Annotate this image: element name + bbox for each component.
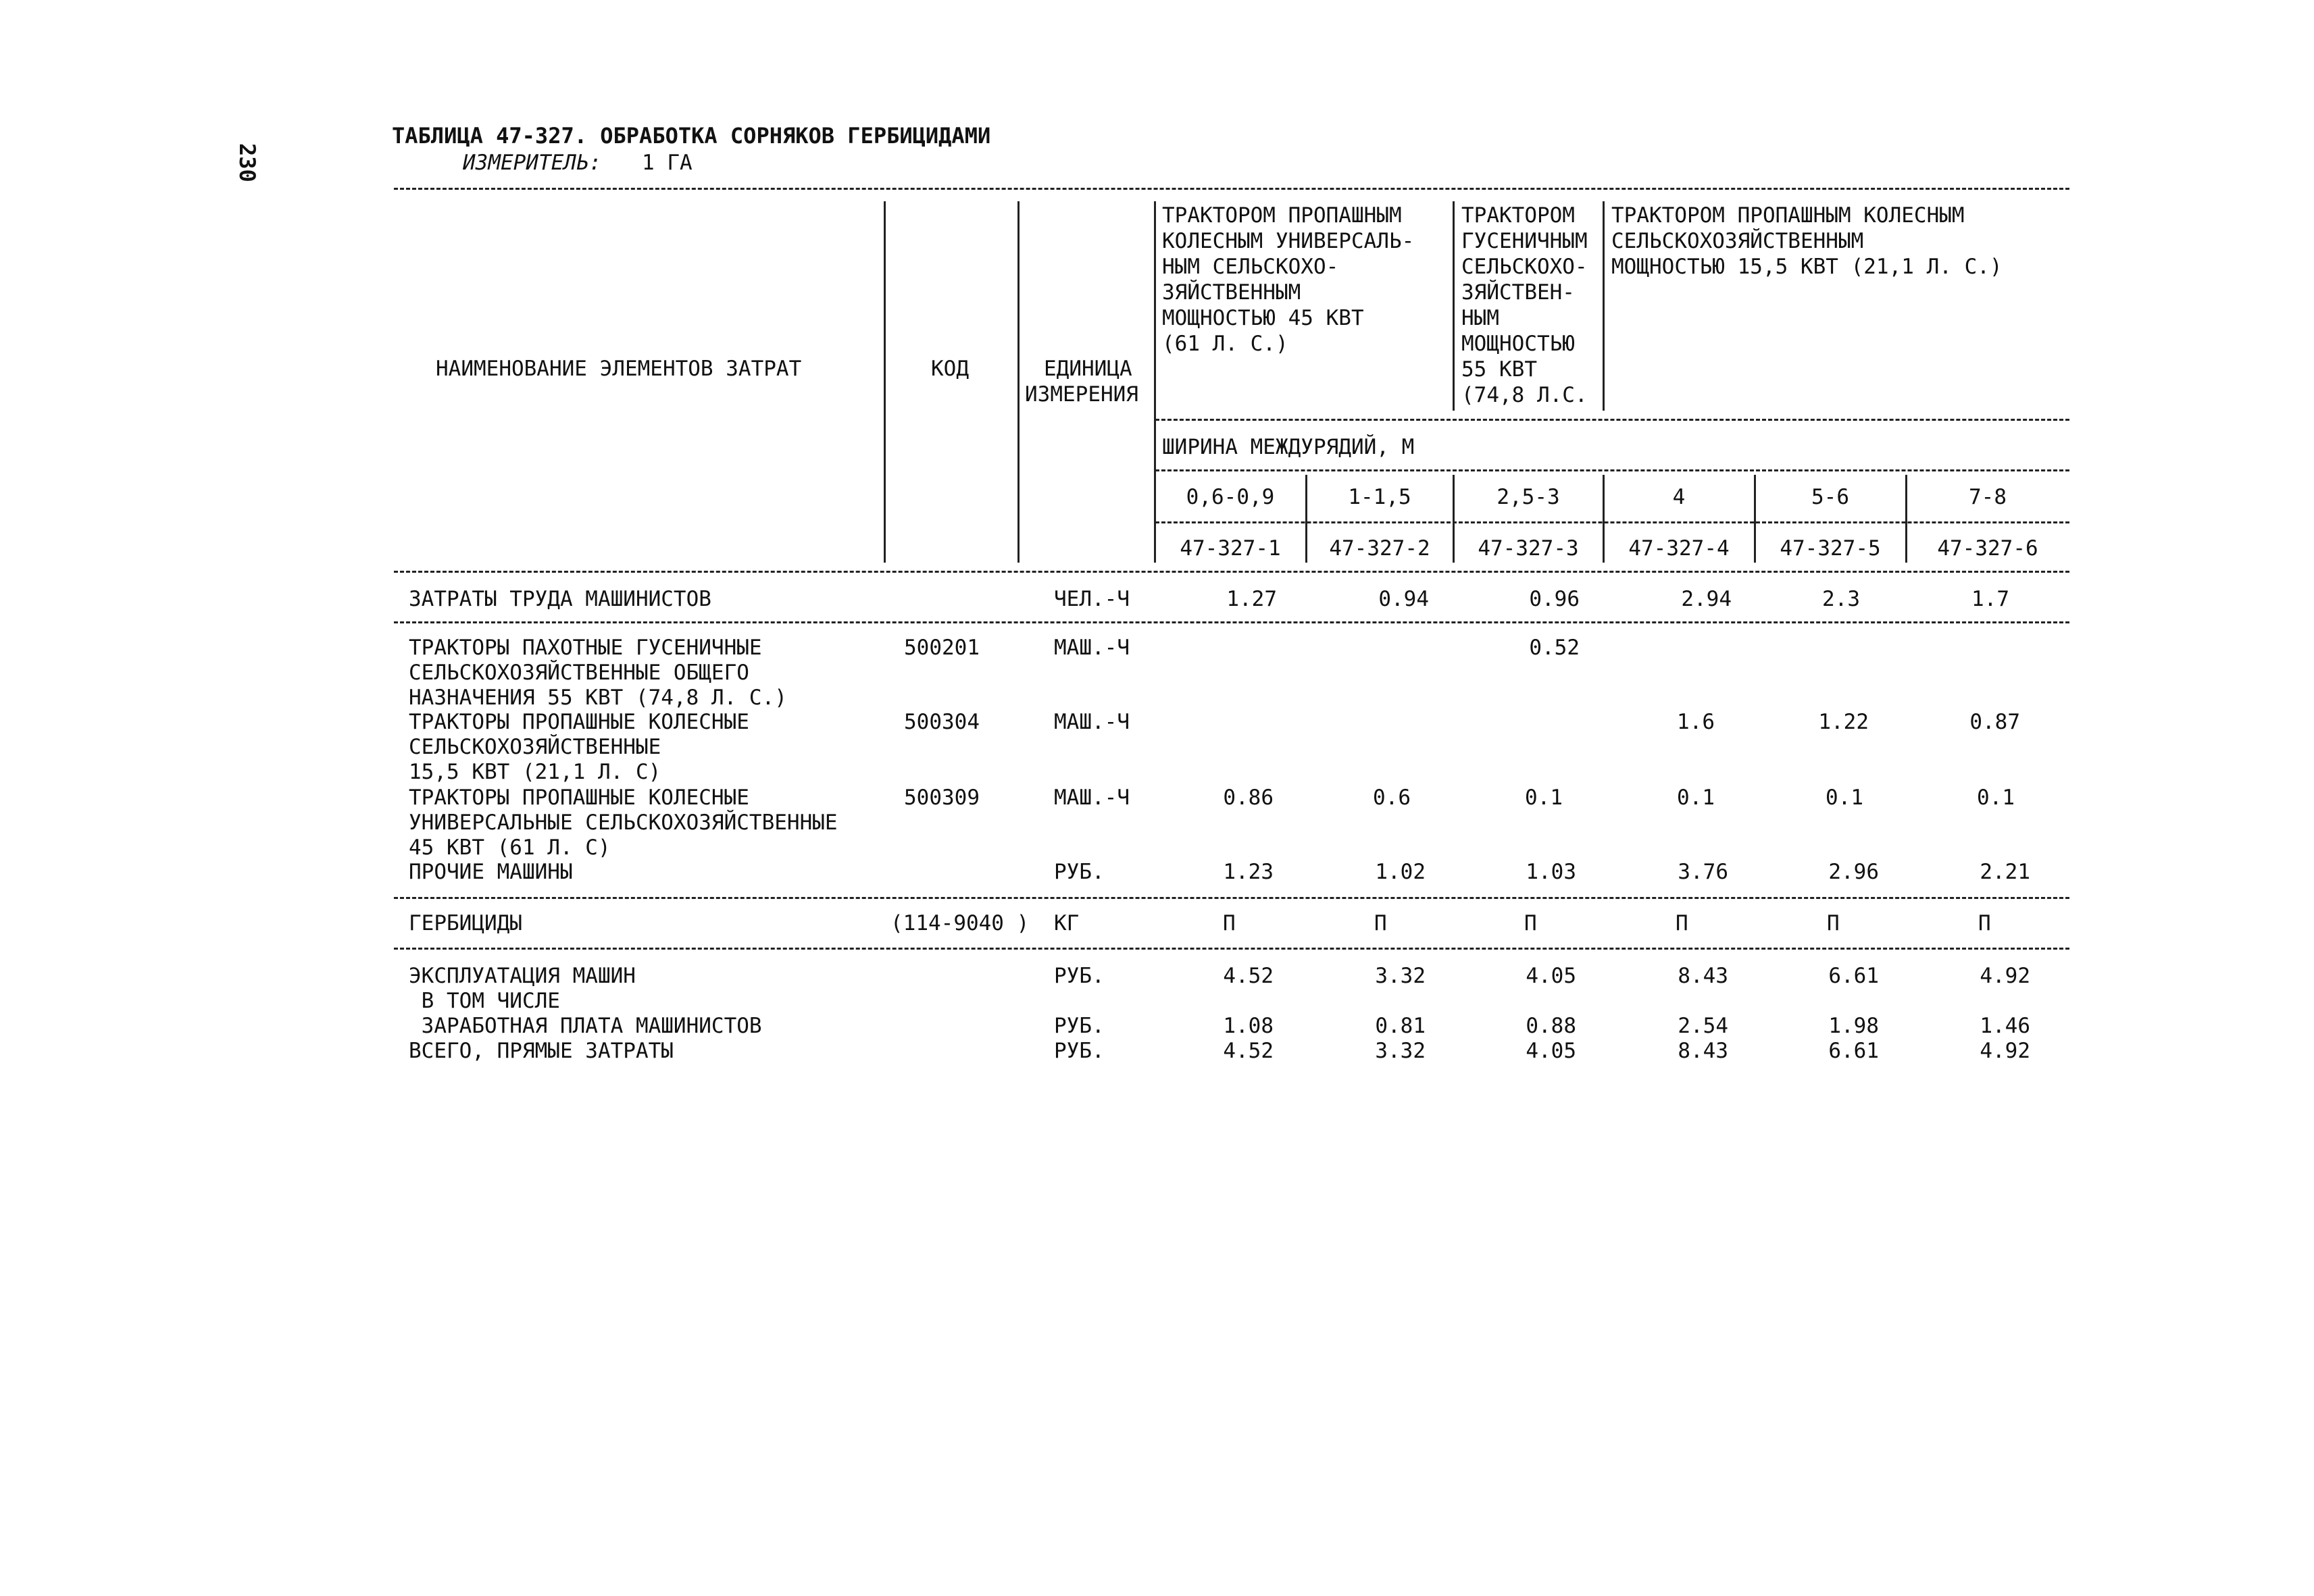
table-title: ТАБЛИЦА 47-327. ОБРАБОТКА СОРНЯКОВ ГЕРБИЦИДАМИ (392, 123, 991, 149)
header-unit-line2: ИЗМЕРЕНИЯ (1025, 382, 1138, 407)
group2-line: ГУСЕНИЧНЫМ (1461, 229, 1588, 253)
row-name: ГЕРБИЦИДЫ (409, 911, 522, 935)
group1-line: НЫМ СЕЛЬСКОХО- (1162, 255, 1339, 279)
row-name: В ТОМ ЧИСЛЕ (409, 989, 560, 1013)
row-unit: РУБ. (1054, 1039, 1105, 1063)
row-name: УНИВЕРСАЛЬНЫЕ СЕЛЬСКОХОЗЯЙСТВЕННЫЕ (409, 810, 838, 835)
rule-row1 (394, 621, 2069, 623)
width-value: 0,6-0,9 (1186, 485, 1275, 509)
row-value: 4.05 (1526, 1039, 1576, 1063)
group2-line: НЫМ (1461, 306, 1499, 330)
column-code: 47-327-1 (1180, 536, 1281, 561)
row-value: 0.81 (1375, 1014, 1426, 1038)
row-value: 1.08 (1223, 1014, 1274, 1038)
row-value: 2.54 (1678, 1014, 1728, 1038)
group3-line: СЕЛЬСКОХОЗЯЙСТВЕННЫМ (1611, 229, 1864, 253)
row-name: СЕЛЬСКОХОЗЯЙСТВЕННЫЕ ОБЩЕГО (409, 661, 749, 685)
row-name: ТРАКТОРЫ ПРОПАШНЫЕ КОЛЕСНЫЕ (409, 786, 749, 810)
row-value: 4.52 (1223, 964, 1274, 988)
row-value: 1.6 (1677, 710, 1715, 734)
group3-line: МОЩНОСТЬЮ 15,5 КВТ (21,1 Л. С.) (1611, 255, 2003, 279)
row-value: 0.88 (1526, 1014, 1576, 1038)
row-value: 0.1 (1826, 786, 1863, 810)
row-value: 3.32 (1375, 1039, 1426, 1063)
row-value: 4.52 (1223, 1039, 1274, 1063)
rule-header-sub1 (1155, 419, 2069, 421)
row-value: 2.21 (1980, 860, 2030, 884)
row-value: 1.7 (1971, 587, 2009, 611)
width-value: 5-6 (1811, 485, 1849, 509)
vrule-6 (1305, 475, 1307, 563)
group1-line: ЗЯЙСТВЕННЫМ (1162, 280, 1301, 305)
vrule-9 (1754, 475, 1756, 563)
row-name: ВСЕГО, ПРЯМЫЕ ЗАТРАТЫ (409, 1039, 674, 1063)
vrule-5 (1603, 201, 1605, 411)
row-code: (114-9040 ) (890, 911, 1030, 935)
row-name: ЗАРАБОТНАЯ ПЛАТА МАШИНИСТОВ (409, 1014, 762, 1038)
row-value: П (1827, 911, 1840, 935)
row-value: 0.96 (1529, 587, 1580, 611)
row-value: П (1374, 911, 1387, 935)
row-name: ТРАКТОРЫ ПАХОТНЫЕ ГУСЕНИЧНЫЕ (409, 636, 762, 660)
row-name: НАЗНАЧЕНИЯ 55 КВТ (74,8 Л. С.) (409, 686, 787, 710)
rule-row2 (394, 897, 2069, 899)
group2-line: СЕЛЬСКОХО- (1461, 255, 1588, 279)
row-value: 1.02 (1375, 860, 1426, 884)
row-value: 0.52 (1529, 636, 1580, 660)
row-value: 0.1 (1977, 786, 2015, 810)
vrule-4 (1453, 201, 1455, 411)
vrule-1 (884, 201, 886, 563)
row-value: 6.61 (1828, 964, 1879, 988)
row-value: 2.3 (1822, 587, 1860, 611)
row-value: 2.96 (1828, 860, 1879, 884)
row-unit: РУБ. (1054, 1014, 1105, 1038)
row-value: 1.03 (1526, 860, 1576, 884)
width-value: 4 (1672, 485, 1686, 509)
row-value: 6.61 (1828, 1039, 1879, 1063)
row-value: 0.1 (1677, 786, 1715, 810)
row-name: ЭКСПЛУАТАЦИЯ МАШИН (409, 964, 636, 988)
row-value: 2.94 (1681, 587, 1732, 611)
width-value: 7-8 (1969, 485, 2007, 509)
group1-line: КОЛЕСНЫМ УНИВЕРСАЛЬ- (1162, 229, 1415, 253)
header-code-col: КОД (931, 357, 969, 381)
row-name: 15,5 КВТ (21,1 Л. С) (409, 760, 661, 784)
row-value: 0.6 (1373, 786, 1411, 810)
column-code: 47-327-6 (1937, 536, 2038, 561)
vrule-3 (1154, 201, 1156, 563)
page-number: 230 (234, 143, 260, 182)
row-value: П (1978, 911, 1991, 935)
row-unit: МАШ.-Ч (1054, 710, 1130, 734)
row-value: 8.43 (1678, 1039, 1728, 1063)
row-value: 0.87 (1969, 710, 2020, 734)
vrule-2 (1017, 201, 1020, 563)
column-code: 47-327-4 (1628, 536, 1730, 561)
row-value: 4.05 (1526, 964, 1576, 988)
row-name: ПРОЧИЕ МАШИНЫ (409, 860, 573, 884)
row-value: 4.92 (1980, 1039, 2030, 1063)
header-name-col: НАИМЕНОВАНИЕ ЭЛЕМЕНТОВ ЗАТРАТ (436, 357, 802, 381)
row-value: П (1676, 911, 1688, 935)
vrule-10 (1905, 475, 1907, 563)
row-value: 3.32 (1375, 964, 1426, 988)
row-unit: МАШ.-Ч (1054, 636, 1130, 660)
row-value: 3.76 (1678, 860, 1728, 884)
row-spacing-label: ШИРИНА МЕЖДУРЯДИЙ, М (1162, 435, 1415, 459)
row-unit: МАШ.-Ч (1054, 786, 1130, 810)
column-code: 47-327-5 (1780, 536, 1881, 561)
group1-line: ТРАКТОРОМ ПРОПАШНЫМ (1162, 203, 1402, 228)
group2-line: МОЩНОСТЬЮ (1461, 332, 1575, 356)
row-unit: РУБ. (1054, 860, 1105, 884)
width-value: 2,5-3 (1496, 485, 1560, 509)
row-name: СЕЛЬСКОХОЗЯЙСТВЕННЫЕ (409, 735, 661, 759)
row-value: 0.1 (1525, 786, 1563, 810)
column-code: 47-327-3 (1478, 536, 1579, 561)
group3-line: ТРАКТОРОМ ПРОПАШНЫМ КОЛЕСНЫМ (1611, 203, 1965, 228)
group2-line: ТРАКТОРОМ (1461, 203, 1575, 228)
measure-label: ИЗМЕРИТЕЛЬ: (463, 151, 602, 175)
group1-line: МОЩНОСТЬЮ 45 КВТ (1162, 306, 1364, 330)
width-value: 1-1,5 (1348, 485, 1411, 509)
row-value: 1.22 (1818, 710, 1869, 734)
row-unit: РУБ. (1054, 964, 1105, 988)
row-value: 8.43 (1678, 964, 1728, 988)
row-unit: ЧЕЛ.-Ч (1054, 587, 1130, 611)
vrule-7 (1453, 475, 1455, 563)
row-name: ЗАТРАТЫ ТРУДА МАШИНИСТОВ (409, 587, 711, 611)
measure-value: 1 ГА (642, 151, 693, 175)
group1-line: (61 Л. С.) (1162, 332, 1288, 356)
row-value: П (1524, 911, 1537, 935)
row-value: 1.23 (1223, 860, 1274, 884)
rule-header-bottom (394, 571, 2069, 573)
rule-header-sub2 (1155, 469, 2069, 471)
group2-line: ЗЯЙСТВЕН- (1461, 280, 1575, 305)
column-code: 47-327-2 (1329, 536, 1430, 561)
vrule-8 (1603, 475, 1605, 563)
row-code: 500304 (904, 710, 980, 734)
row-code: 500201 (904, 636, 980, 660)
row-unit: КГ (1054, 911, 1080, 935)
row-code: 500309 (904, 786, 980, 810)
row-value: 1.27 (1226, 587, 1277, 611)
row-value: 1.98 (1828, 1014, 1879, 1038)
header-unit-line1: ЕДИНИЦА (1044, 357, 1132, 381)
row-name: ТРАКТОРЫ ПРОПАШНЫЕ КОЛЕСНЫЕ (409, 710, 749, 734)
rule-top (394, 188, 2069, 190)
group2-line: 55 КВТ (1461, 357, 1537, 382)
row-value: П (1223, 911, 1236, 935)
row-value: 0.86 (1223, 786, 1274, 810)
row-value: 0.94 (1378, 587, 1429, 611)
group2-line: (74,8 Л.С. (1461, 383, 1588, 407)
rule-header-sub3 (1155, 521, 2069, 523)
row-value: 1.46 (1980, 1014, 2030, 1038)
row-value: 4.92 (1980, 964, 2030, 988)
row-name: 45 КВТ (61 Л. С) (409, 835, 611, 860)
rule-row3 (394, 948, 2069, 950)
